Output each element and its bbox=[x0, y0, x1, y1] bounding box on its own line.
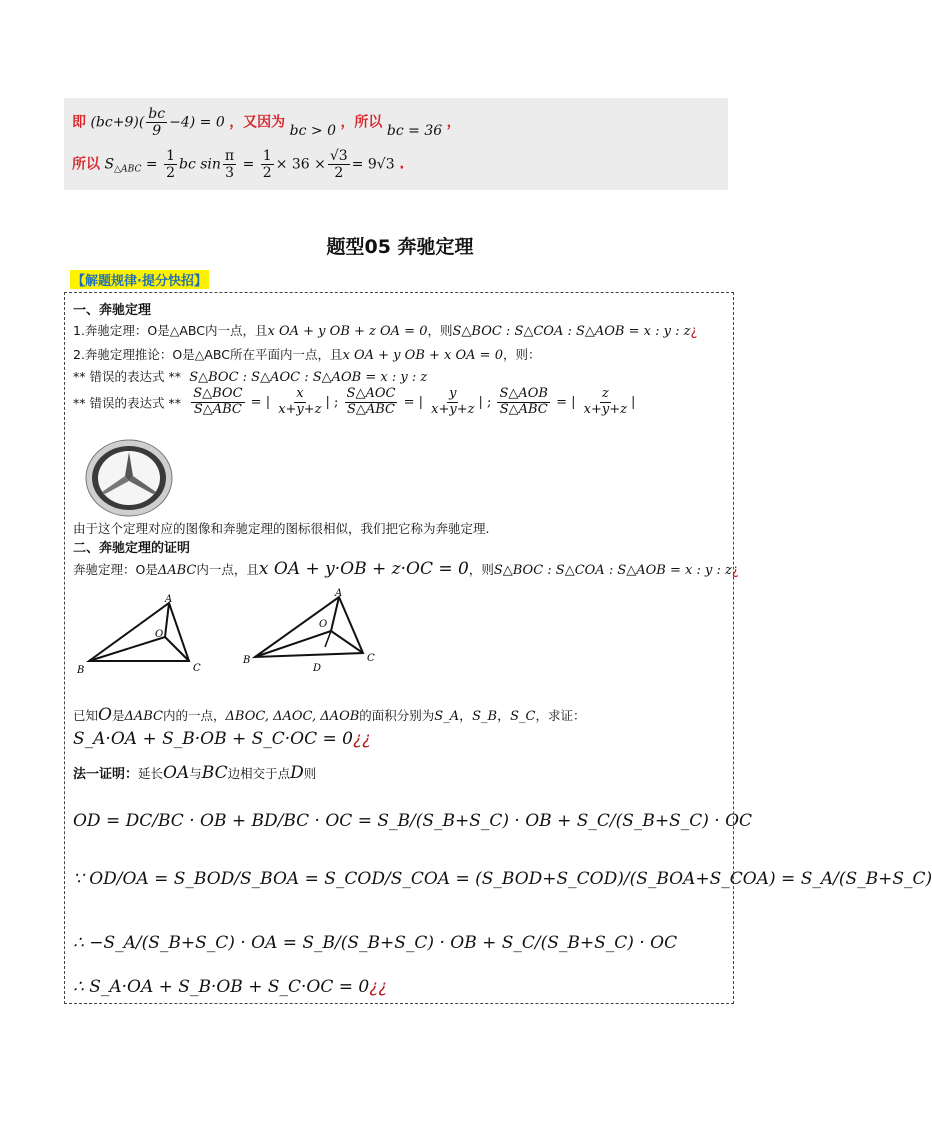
definition-1 bbox=[73, 321, 697, 339]
method-text: 延长 bbox=[138, 766, 164, 781]
given-tri: ΔABC bbox=[124, 709, 163, 724]
label-a: A bbox=[165, 594, 173, 605]
math-result: bc = 36 bbox=[386, 122, 443, 139]
triangle-figure-2 bbox=[237, 587, 387, 679]
def-equation: x OA + y OB + z OA = 0 bbox=[267, 324, 428, 339]
text-prefix: 所以 bbox=[72, 156, 100, 173]
frac-num: 1 bbox=[166, 148, 175, 164]
given-sb: S_B bbox=[472, 709, 498, 724]
wrong-expression-1 bbox=[73, 367, 427, 385]
fraction bbox=[328, 148, 350, 181]
text-mid: ，所以 bbox=[340, 114, 383, 131]
fraction bbox=[429, 387, 476, 418]
frac-den: 3 bbox=[225, 165, 234, 182]
method-text: 与 bbox=[189, 766, 202, 781]
proof-step-1: OD = DC/BC · OB + BD/BC · OC = S_B/(S_B+S_C) · OB + S_C/(S_B+S_C) · OC bbox=[73, 811, 753, 831]
method-bc: BC bbox=[201, 763, 228, 783]
frac-num: z bbox=[601, 386, 609, 401]
fraction bbox=[146, 106, 167, 139]
frac-den: x+y+z bbox=[278, 401, 322, 417]
frac-den: S△ABC bbox=[346, 401, 396, 417]
def-text: 2.奔驰定理推论：O是△ABC所在平面内一点，且 bbox=[73, 347, 343, 362]
heading-1: 一、奔驰定理 bbox=[73, 303, 152, 318]
method-text: 边相交于点 bbox=[227, 766, 291, 781]
given-text: 已知 bbox=[73, 708, 99, 723]
frac-den: x+y+z bbox=[583, 401, 627, 417]
unknown-glyph: ¿¿ bbox=[369, 977, 388, 997]
fraction bbox=[223, 148, 236, 181]
proof-step-2: ∵ OD/OA = S_BOD/S_BOA = S_COD/S_COA = (S_BOD+S_COD)/(S_BOA+S_COA) = S_A/(S_B+S_C) bbox=[73, 869, 932, 889]
benz-logo-icon bbox=[83, 437, 175, 519]
frac-num: x bbox=[296, 386, 304, 401]
frac-num: 1 bbox=[262, 148, 272, 164]
intro-text: 奔驰定理： bbox=[73, 562, 136, 577]
frac-num: S△AOC bbox=[346, 386, 396, 401]
label-o: O bbox=[319, 619, 328, 630]
frac-den: S△ABC bbox=[193, 401, 242, 417]
solution-box bbox=[64, 98, 728, 190]
label-o: O bbox=[155, 629, 164, 640]
given-tris: ΔBOC, ΔAOC, ΔAOB bbox=[225, 709, 360, 724]
fraction bbox=[345, 387, 398, 418]
math-cond: bc > 0 bbox=[289, 122, 336, 139]
logo-note: 由于这个定理对应的图像和奔驰定理的图标很相似，我们把它称为奔驰定理. bbox=[73, 521, 490, 536]
definition-2 bbox=[73, 345, 540, 363]
fraction bbox=[276, 387, 323, 418]
label-c: C bbox=[193, 663, 201, 674]
method-then: 则 bbox=[303, 766, 317, 781]
given-text: 是 bbox=[111, 708, 125, 723]
tips-label: 【解题规律·提分快招】 bbox=[70, 270, 209, 289]
intro-equation: x OA + y·OB + z·OC = 0 bbox=[258, 559, 469, 579]
label-c: C bbox=[367, 653, 375, 664]
frac-num: S△AOB bbox=[499, 386, 548, 401]
intro-text: 内一点，且 bbox=[196, 562, 259, 577]
frac-num: √3 bbox=[329, 148, 348, 164]
method-d: D bbox=[290, 763, 304, 783]
intro-text: O是 bbox=[135, 562, 158, 577]
text-mid: ，又因为 bbox=[229, 114, 286, 131]
proof-step-3: ∴ −S_A/(S_B+S_C) · OA = S_B/(S_B+S_C) · OB + S_C/(S_B+S_C) · OC bbox=[73, 933, 678, 953]
frac-den: 2 bbox=[262, 165, 272, 182]
text-end: ， bbox=[446, 114, 461, 131]
given-text: 的面积分别为 bbox=[359, 708, 435, 723]
math-expr: (bc+9)( bbox=[90, 114, 145, 131]
def-then: ，则 bbox=[427, 323, 453, 338]
frac-den: S△ABC bbox=[499, 401, 548, 417]
label-b: B bbox=[77, 665, 85, 676]
frac-den: x+y+z bbox=[431, 401, 475, 417]
def-then: ，则： bbox=[502, 347, 541, 362]
goal-equation bbox=[73, 729, 371, 749]
section-title: 题型05 奔驰定理 bbox=[326, 236, 474, 258]
method-oa: OA bbox=[163, 763, 190, 783]
intro-tri: ΔABC bbox=[157, 563, 197, 578]
frac-den: 2 bbox=[334, 165, 344, 182]
math-expr: × 36 × bbox=[275, 156, 326, 173]
method-line bbox=[73, 763, 316, 783]
label-b: B bbox=[243, 655, 251, 666]
math-expr: bc sin bbox=[178, 156, 221, 173]
frac-den: 9 bbox=[152, 123, 162, 140]
fraction bbox=[191, 387, 244, 418]
frac-num: π bbox=[224, 148, 235, 164]
solution-line-1 bbox=[72, 106, 461, 139]
heading-2: 二、奔驰定理的证明 bbox=[73, 541, 191, 556]
wrong-label: ** 错误的表达式 ** bbox=[73, 395, 181, 411]
unknown-glyph: ¿ bbox=[731, 563, 739, 578]
frac-den: 2 bbox=[166, 165, 175, 182]
fraction bbox=[164, 148, 177, 181]
intro-ratio: S△BOC : S△COA : S△AOB = x : y : z bbox=[493, 563, 732, 578]
proof-step-4 bbox=[73, 977, 387, 997]
def-text: 1.奔驰定理：O是△ABC内一点，且 bbox=[73, 323, 268, 338]
given-text: ，求证： bbox=[535, 708, 586, 723]
goal-expr: S_A·OA + S_B·OB + S_C·OC = 0 bbox=[73, 729, 353, 749]
given-line: 已知O是ΔABC内的一点，ΔBOC, ΔAOC, ΔAOB的面积分别为S_A，S_B，S_C，求证： bbox=[73, 705, 586, 725]
area-sub: △ABC bbox=[114, 164, 142, 175]
unknown-glyph: ¿¿ bbox=[353, 729, 372, 749]
label-a: A bbox=[335, 588, 343, 599]
content-box bbox=[64, 292, 932, 1004]
def-ratio: S△BOC : S△COA : S△AOB = x : y : z bbox=[452, 324, 691, 339]
wrong-expression-2: ** 错误的表达式 ** $\frac{\text{S△BOC}}{\text{S△ABC}}$ = | $\frac{x}{x+y+z}$ | ; $\frac{\text{S△AOC}}{\text{S△ABC}}$ = | $\frac{y}{x+y+z}$ | ; $\frac{\text{S△AOB}}{\text{S△ABC}}$ = | $\frac{z}{x+y+z}$ | bbox=[73, 386, 636, 417]
intro-then: ，则 bbox=[468, 562, 494, 577]
math-result: = 9√3 bbox=[351, 156, 395, 173]
eq: = bbox=[145, 156, 158, 173]
triangle-figure-1 bbox=[73, 593, 223, 679]
fraction bbox=[582, 387, 629, 418]
method-label: 法一证明： bbox=[73, 767, 139, 782]
label-d: D bbox=[313, 663, 322, 674]
solution-line-2 bbox=[72, 148, 404, 181]
frac-num: y bbox=[449, 386, 457, 401]
area-symbol: S bbox=[104, 156, 115, 173]
given-sa: S_A bbox=[434, 709, 460, 724]
frac-num: bc bbox=[148, 106, 166, 122]
frac-num: S△BOC bbox=[193, 386, 243, 401]
step4-expr: ∴ S_A·OA + S_B·OB + S_C·OC = 0 bbox=[73, 977, 370, 997]
def-equation: x OA + y OB + x OA = 0 bbox=[342, 348, 503, 363]
fraction bbox=[497, 387, 550, 418]
unknown-glyph: ¿ bbox=[690, 324, 698, 339]
fraction bbox=[261, 148, 274, 181]
text-end: . bbox=[399, 156, 405, 173]
eq: = bbox=[242, 156, 255, 173]
given-sc: S_C bbox=[510, 709, 536, 724]
wrong-label: ** 错误的表达式 ** bbox=[73, 369, 181, 384]
text-prefix: 即 bbox=[72, 114, 86, 131]
math-expr: −4) = 0 bbox=[169, 114, 225, 131]
wrong-expr: S△BOC : S△AOC : S△AOB = x : y : z bbox=[189, 370, 428, 385]
proof-intro bbox=[73, 559, 739, 579]
given-o: O bbox=[98, 705, 112, 725]
given-text: 内的一点， bbox=[163, 708, 226, 723]
